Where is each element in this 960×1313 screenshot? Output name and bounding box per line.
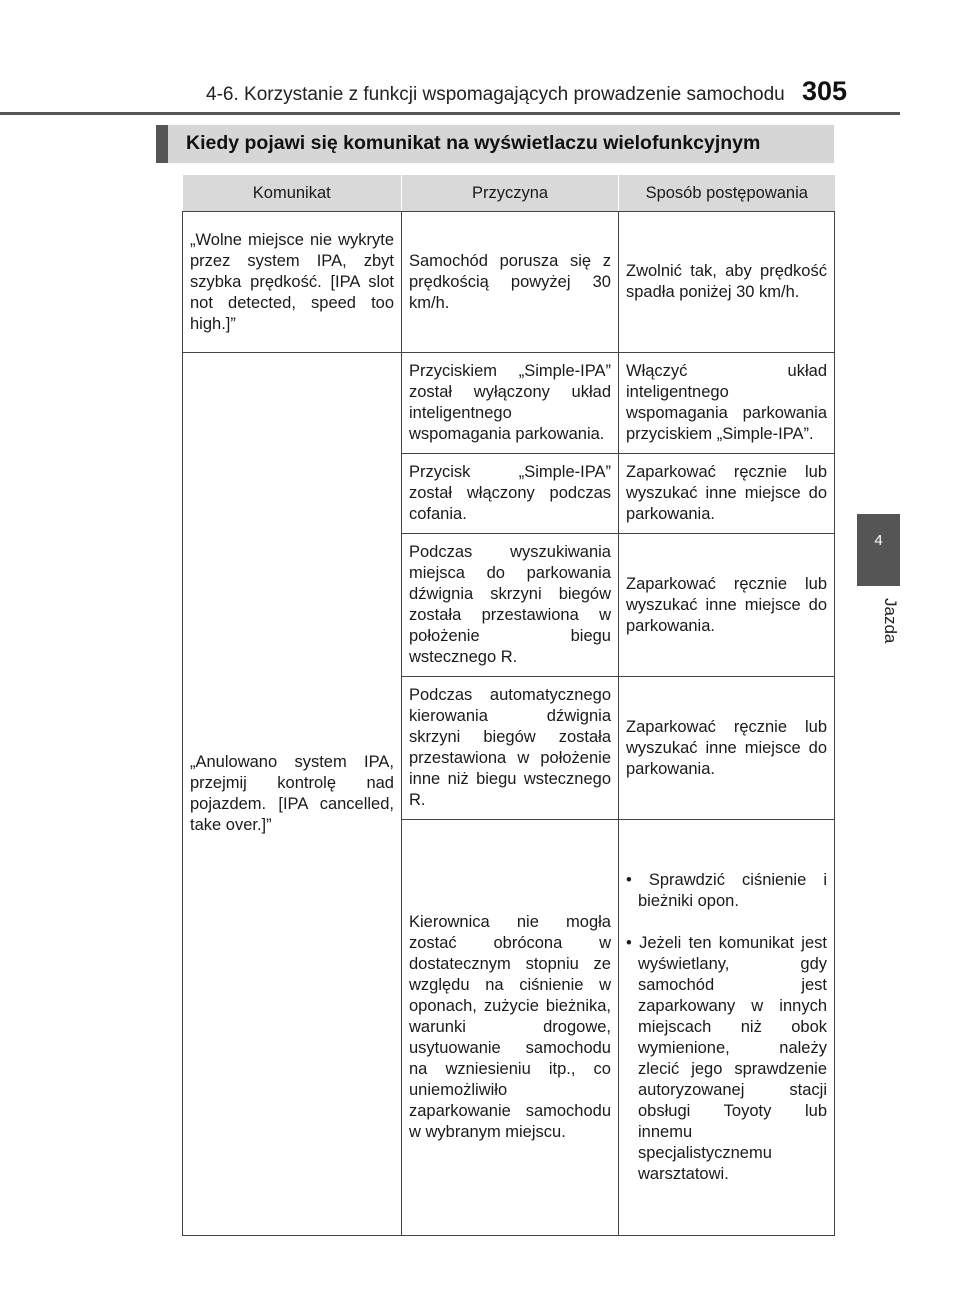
column-header-cause: Przyczyna (402, 175, 619, 212)
running-header: 4-6. Korzystanie z funkcji wspomagających prowadzenie samochodu (206, 84, 785, 105)
table-row (183, 212, 835, 353)
header-rule (0, 112, 900, 115)
action-cell: Zaparkować ręcznie lub wyszukać inne miejsce do parkowania. (619, 454, 835, 534)
action-cell: Włączyć układ inteligentnego wspomagania parkowania przyciskiem „Simple-IPA”. (619, 353, 835, 454)
message-cell: „Anulowano system IPA, przejmij kontrolę nad pojazdem. [IPA cancelled, take over.]” (183, 353, 402, 1236)
chapter-tab (857, 514, 900, 586)
column-header-message: Komunikat (183, 175, 402, 212)
column-header-action: Sposób postępowania (619, 175, 835, 212)
page-number: 305 (802, 76, 848, 106)
chapter-number: 4 (874, 532, 883, 549)
action-cell: Zwolnić tak, aby prędkość spadła poniżej 30 km/h. (619, 212, 835, 353)
bullet-item: • Jeżeli ten komunikat jest wyświetlany, gdy samochód jest zaparkowany w innych miejscach niż obok wymienione, należy zlecić jego sprawdzenie autoryzowanej stacji obsługi Toyoty lub innemu specjalistycznemu warsztatowi. (626, 934, 827, 1183)
chapter-label: Jazda (881, 598, 900, 644)
cause-cell: Podczas automatycznego kierowania dźwignia skrzyni biegów została przestawiona w położenie inne niż biegu wstecznego R. (402, 677, 619, 820)
message-cell: „Wolne miejsce nie wykryte przez system IPA, zbyt szybka prędkość. [IPA slot not detected, speed too high.]” (183, 212, 402, 353)
action-cell: Zaparkować ręcznie lub wyszukać inne miejsce do parkowania. (619, 534, 835, 677)
cause-cell: Samochód porusza się z prędkością powyżej 30 km/h. (402, 212, 619, 353)
section-title: Kiedy pojawi się komunikat na wyświetlaczu wielofunkcyjnym (186, 132, 761, 154)
bullet-item: • Sprawdzić ciśnienie i bieżniki opon. (626, 871, 827, 910)
table-row (183, 353, 835, 454)
cause-cell: Kierownica nie mogła zostać obrócona w dostatecznym stopniu ze względu na ciśnienie w oponach, zużycie bieżnika, warunki drogowe, usytuowanie samochodu na wzniesieniu itp., co uniemożliwiło zaparkowanie samochodu w wybranym miejscu. (402, 820, 619, 1236)
cause-cell: Podczas wyszukiwania miejsca do parkowania dźwignia skrzyni biegów została przestawiona w położenie biegu wstecznego R. (402, 534, 619, 677)
action-bullet-list (626, 849, 827, 1206)
section-heading-bar (156, 125, 834, 163)
action-cell (619, 820, 835, 1236)
message-table (182, 175, 835, 1236)
action-cell: Zaparkować ręcznie lub wyszukać inne miejsce do parkowania. (619, 677, 835, 820)
cause-cell: Przyciskiem „Simple-IPA” został wyłączony układ inteligentnego wspomagania parkowania. (402, 353, 619, 454)
table-header-row (183, 175, 835, 212)
cause-cell: Przycisk „Simple-IPA” został włączony podczas cofania. (402, 454, 619, 534)
